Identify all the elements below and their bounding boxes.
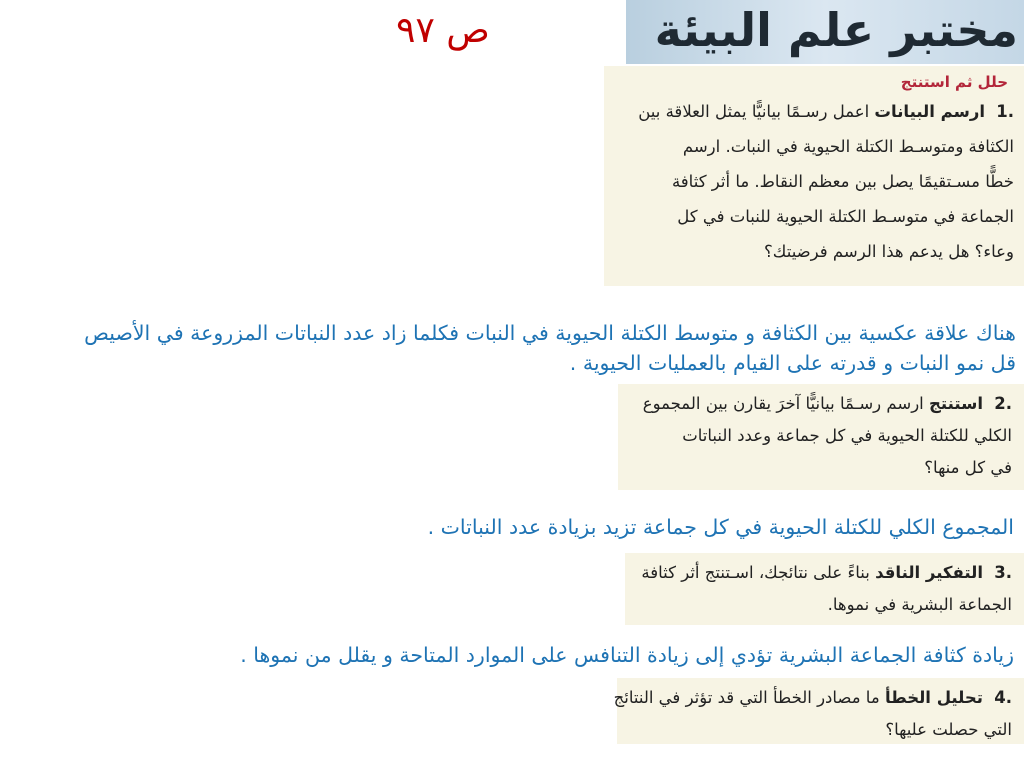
question-box-2 (618, 384, 1024, 490)
question-line: الكلي للكتلة الحيوية في كل جماعة وعدد النباتات (682, 426, 1012, 445)
question-line: الكثافة ومتوسـط الكتلة الحيوية في النبات. ارسم (682, 137, 1014, 156)
question-line (624, 388, 1012, 420)
answer-1 (84, 318, 1016, 378)
question-line: خطًّا مسـتقيمًا يصل بين معظم النقاط. ما أثر كثافة (671, 172, 1014, 191)
answer-line: المجموع الكلي للكتلة الحيوية في كل جماعة تزيد بزيادة عدد النباتات . (427, 515, 1014, 539)
answer-line: زيادة كثافة الجماعة البشرية تؤدي إلى زيادة التنافس على الموارد المتاحة و يقلل من نموها . (240, 643, 1014, 667)
question-line: الجماعة في متوسـط الكتلة الحيوية للنبات في كل (677, 207, 1014, 226)
question-text: بناءً على نتائجك، اسـتنتج أثر كثافة (641, 563, 870, 582)
question-text: ارسم رسـمًا بيانيًّا آخرَ يقارن بين المجموع (642, 394, 924, 413)
question-line (614, 94, 1014, 129)
section-title: حلل ثم استنتج (900, 73, 1008, 91)
question-number: .1 (996, 102, 1014, 121)
question-number: .2 (994, 394, 1012, 413)
question-box-3 (625, 553, 1024, 625)
question-box-4 (613, 678, 1024, 744)
question-text: ما مصادر الخطأ التي قد تؤثر في النتائج (613, 688, 880, 707)
question-line: وعاء؟ هل يدعم هذا الرسم فرضيتك؟ (764, 242, 1014, 261)
question-text: اعمل رسـمًا بيانيًّا يمثل العلاقة بين (638, 102, 870, 121)
question-line (631, 557, 1012, 589)
question-keyword: التفكير الناقد (875, 563, 983, 582)
question-line (613, 682, 1012, 714)
page-number: ص ٩٧ (396, 10, 490, 51)
question-line: في كل منها؟ (924, 458, 1012, 477)
answer-3 (240, 640, 1014, 670)
question-number: .3 (994, 563, 1012, 582)
question-keyword: استنتج (929, 394, 983, 413)
question-line: الجماعة البشرية في نموها. (827, 595, 1012, 614)
question-keyword: ارسم البيانات (874, 102, 985, 121)
lab-title: مختبر علم البيئة (654, 3, 1018, 57)
question-keyword: تحليل الخطأ (884, 688, 983, 707)
question-line: التي حصلت عليها؟ (885, 720, 1012, 739)
question-number: .4 (994, 688, 1012, 707)
question-box-1 (604, 66, 1024, 286)
answer-line: قل نمو النبات و قدرته على القيام بالعمليات الحيوية . (569, 351, 1016, 375)
answer-line: هناك علاقة عكسية بين الكثافة و متوسط الكتلة الحيوية في النبات فكلما زاد عدد النباتات المزروعة في الأصيص (84, 321, 1016, 345)
answer-2 (428, 512, 1014, 542)
lab-title-banner (626, 0, 1024, 64)
